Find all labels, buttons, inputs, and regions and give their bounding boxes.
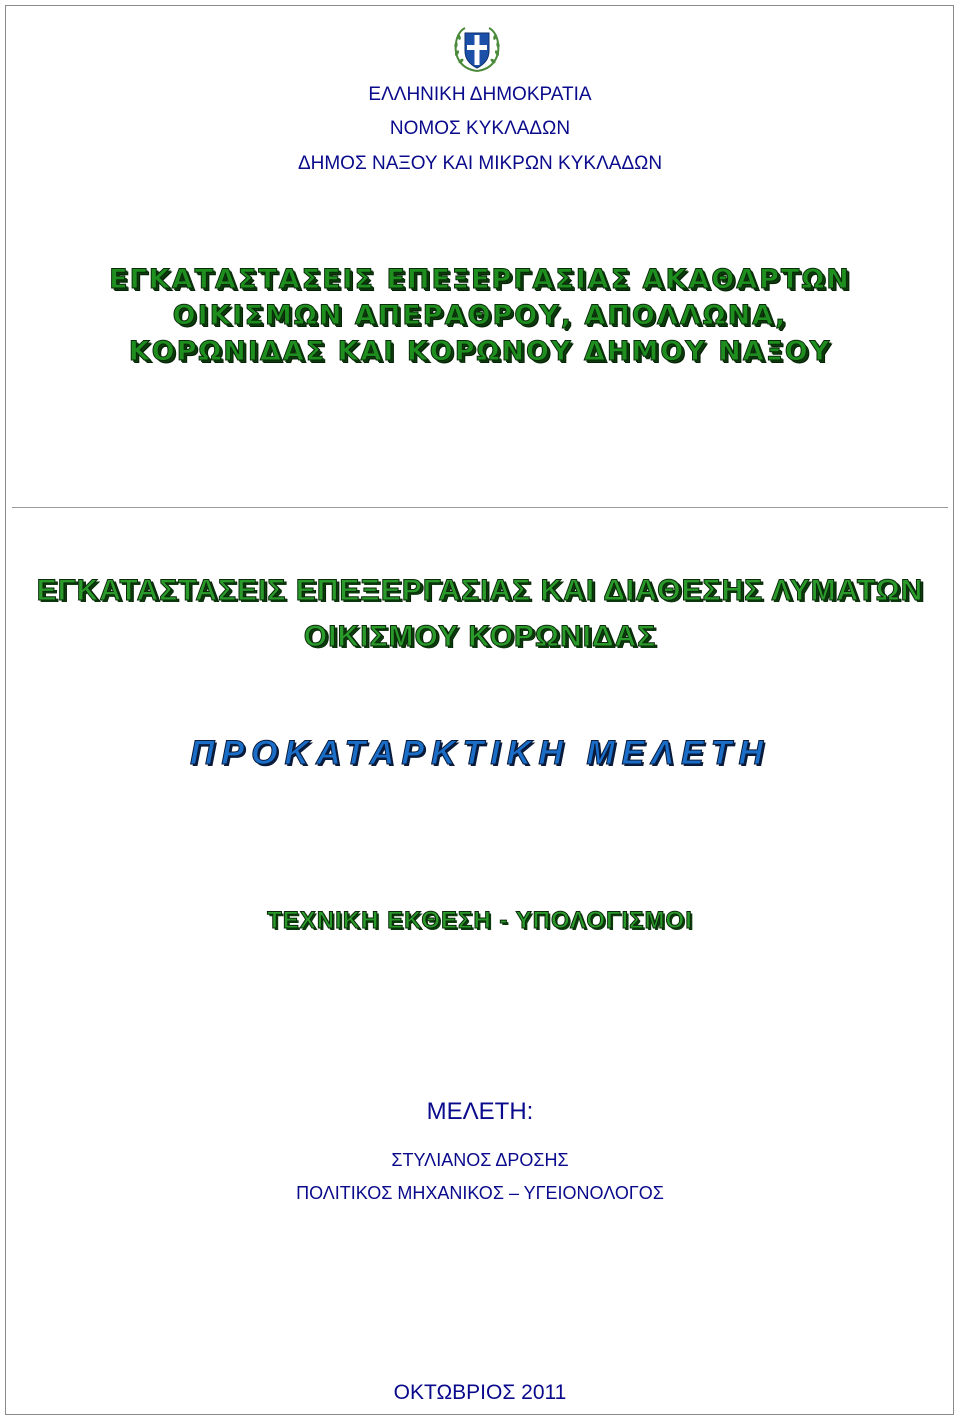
study-label: ΜΕΛΕΤΗ:: [426, 1098, 534, 1125]
document-type-title: ΤΕΧΝΙΚΗ ΕΚΘΕΣΗ - ΥΠΟΛΟΓΙΣΜΟΙ: [267, 907, 693, 934]
header-prefecture: ΝΟΜΟΣ ΚΥΚΛΑΔΩΝ: [389, 118, 571, 139]
greek-coat-of-arms-icon: [451, 23, 503, 75]
project-title-line-3: ΚΟΡΩΝΙΔΑΣ ΚΑΙ ΚΟΡΩΝΟΥ ΔΗΜΟΥ ΝΑΞΟΥ: [128, 336, 832, 367]
author-name: ΣΤΥΛΙΑΝΟΣ ΔΡΟΣΗΣ: [391, 1150, 569, 1170]
author-profession: ΠΟΛΙΤΙΚΟΣ ΜΗΧΑΝΙΚΟΣ – ΥΓΕΙΟΝΟΛΟΓΟΣ: [296, 1183, 664, 1203]
sub-title-line-1: ΕΓΚΑΤΑΣΤΑΣΕΙΣ ΕΠΕΞΕΡΓΑΣΙΑΣ ΚΑΙ ΔΙΑΘΕΣΗΣ ΛΥΜΑΤΩΝ: [36, 574, 924, 607]
project-title-line-1: ΕΓΚΑΤΑΣΤΑΣΕΙΣ ΕΠΕΞΕΡΓΑΣΙΑΣ ΑΚΑΘΑΡΤΩΝ: [109, 264, 851, 295]
section-divider: [12, 507, 948, 508]
sub-title-line-2: ΟΙΚΙΣΜΟΥ ΚΟΡΩΝΙΔΑΣ: [303, 620, 657, 653]
study-type-title: ΠΡΟΚΑΤΑΡΚΤΙΚΗ ΜΕΛΕΤΗ: [190, 734, 770, 772]
project-title-line-2: ΟΙΚΙΣΜΩΝ ΑΠΕΡΑΘΡΟΥ, ΑΠΟΛΛΩΝΑ,: [172, 300, 788, 331]
header-municipality: ΔΗΜΟΣ ΝΑΞΟΥ ΚΑΙ ΜΙΚΡΩΝ ΚΥΚΛΑΔΩΝ: [297, 153, 663, 174]
header-country: ΕΛΛΗΝΙΚΗ ΔΗΜΟΚΡΑΤΙΑ: [368, 84, 592, 105]
document-date: ΟΚΤΩΒΡΙΟΣ 2011: [393, 1381, 567, 1404]
